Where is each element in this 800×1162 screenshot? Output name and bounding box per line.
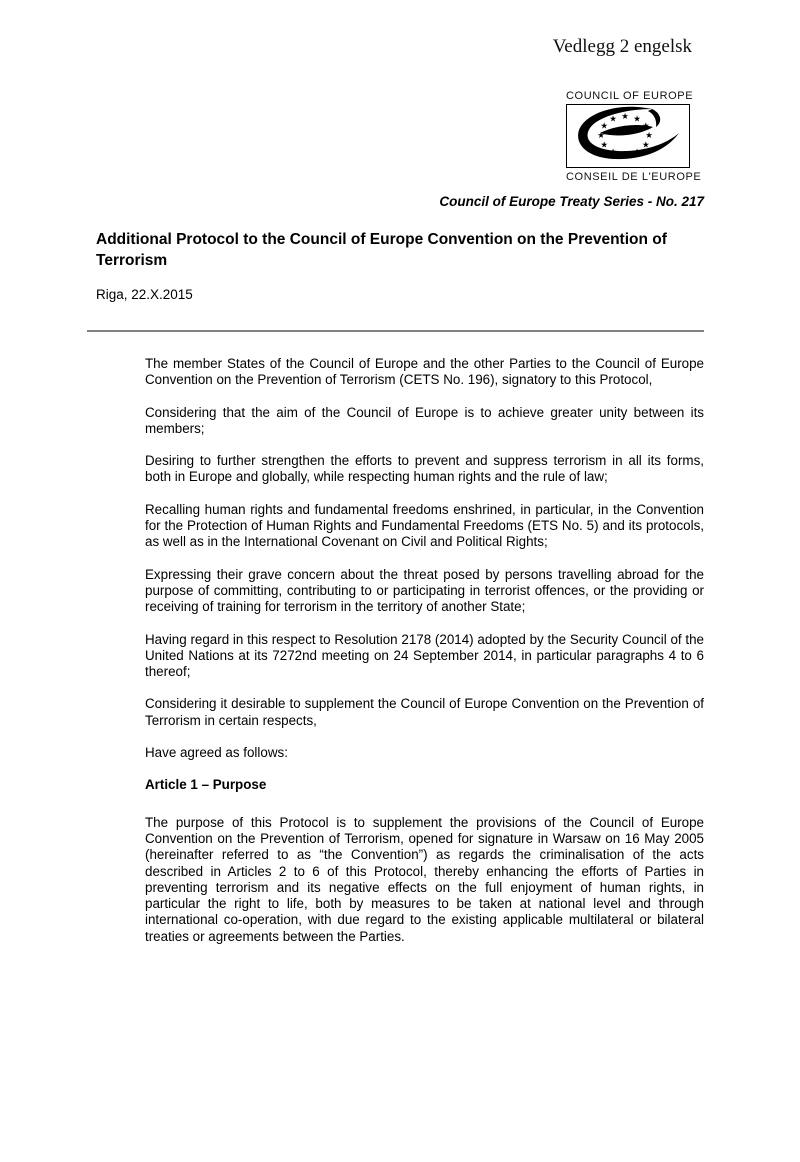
emblem-e-head-curl bbox=[648, 109, 660, 127]
preamble-paragraph: Expressing their grave concern about the threat posed by persons travelling abroad for the purpose of committing, contributing to or participating in terrorist offences, or the providing or receiving of training for terrorism in the territory of another State; bbox=[145, 566, 704, 615]
svg-text:★: ★ bbox=[609, 114, 617, 125]
svg-text:★: ★ bbox=[621, 112, 629, 122]
annotation-note: Vedlegg 2 engelsk bbox=[552, 36, 692, 57]
place-date: Riga, 22.X.2015 bbox=[96, 287, 193, 302]
logo-caption-english: COUNCIL OF EUROPE bbox=[566, 90, 694, 102]
logo-caption-french: CONSEIL DE L'EUROPE bbox=[566, 171, 702, 183]
svg-text:★: ★ bbox=[645, 131, 653, 141]
svg-text:★: ★ bbox=[633, 147, 641, 158]
preamble-paragraph: Have agreed as follows: bbox=[145, 745, 288, 761]
preamble-paragraph: Desiring to further strengthen the efforts to prevent and suppress terrorism in all its forms, both in Europe and globally, while respecting human rights and the rule of law; bbox=[145, 453, 704, 485]
council-of-europe-logo bbox=[566, 90, 702, 183]
preamble-paragraph: Considering it desirable to supplement the Council of Europe Convention on the Prevention of Terrorism in certain respects, bbox=[145, 696, 704, 728]
article-1-heading: Article 1 – Purpose bbox=[145, 777, 267, 793]
svg-text:★: ★ bbox=[609, 147, 617, 158]
svg-text:★: ★ bbox=[641, 121, 650, 132]
logo-box bbox=[566, 104, 690, 168]
council-of-europe-emblem bbox=[567, 105, 689, 167]
svg-text:★: ★ bbox=[621, 150, 629, 160]
document-title: Additional Protocol to the Council of Europe Convention on the Prevention of Terrorism bbox=[96, 231, 667, 269]
document-body bbox=[145, 356, 704, 961]
svg-text:★: ★ bbox=[633, 114, 641, 125]
svg-text:★: ★ bbox=[600, 140, 609, 151]
svg-text:★: ★ bbox=[641, 140, 650, 151]
preamble-paragraph: Having regard in this respect to Resolution 2178 (2014) adopted by the Security Council of the United Nations at its 7272nd meeting on 24 September 2014, in particular paragraphs 4 to 6 thereof; bbox=[145, 631, 704, 680]
article-1-text: The purpose of this Protocol is to supplement the provisions of the Council of Europe Convention on the Prevention of Terrorism, opened for signature in Warsaw on 16 May 2005 (hereinafter referred to as “the Convention”) as regards the criminalisation of the acts described in Articles 2 to 6 of this Protocol, thereby enhancing the efforts of Parties in preventing terrorism and its negative effects on the full enjoyment of human rights, in particular the right to life, both by measures to be taken at national level and through international co-operation, with due regard to the existing applicable multilateral or bilateral treaties or agreements between the Parties. bbox=[145, 814, 704, 944]
treaty-series-line: Council of Europe Treaty Series - No. 217 bbox=[439, 194, 704, 209]
svg-text:★: ★ bbox=[597, 131, 605, 141]
preamble-paragraph: Recalling human rights and fundamental freedoms enshrined, in particular, in the Convention for the Protection of Human Rights and Fundamental Freedoms (ETS No. 5) and its protocols, as well as in the International Covenant on Civil and Political Rights; bbox=[145, 501, 704, 550]
preamble-paragraph: Considering that the aim of the Council of Europe is to achieve greater unity between its members; bbox=[145, 404, 704, 436]
svg-text:★: ★ bbox=[600, 121, 609, 132]
preamble-paragraph: The member States of the Council of Europe and the other Parties to the Council of Europe Convention on the Prevention of Terrorism (CETS No. 196), signatory to this Protocol, bbox=[145, 356, 704, 388]
horizontal-rule bbox=[87, 330, 704, 332]
